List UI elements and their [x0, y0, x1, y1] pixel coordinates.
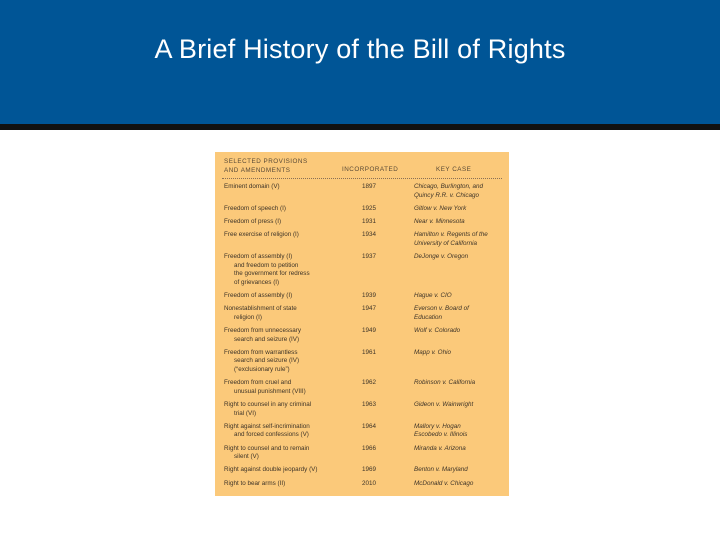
provision-text: Freedom of press (I) — [224, 218, 282, 225]
incorporated-year: 2010 — [362, 479, 377, 487]
incorporated-year: 1964 — [362, 422, 377, 430]
key-case-text: Escobedo v. Illinois — [414, 431, 468, 439]
provision-cell — [224, 292, 334, 301]
key-case-text: Chicago, Burlington, and — [414, 183, 483, 190]
provision-text: Right to bear arms (II) — [224, 479, 286, 487]
key-case-text: Near v. Minnesota — [414, 218, 465, 225]
provision-text: Freedom from warrantless — [224, 348, 298, 356]
provision-text: Right against double jeopardy (V) — [224, 466, 318, 474]
bill-of-rights-table — [215, 152, 509, 496]
incorporated-year: 1961 — [362, 348, 377, 356]
provision-cell — [224, 327, 334, 344]
provision-text: Freedom of assembly (I) — [224, 253, 293, 260]
provision-text: and forced confessions (V) — [234, 431, 309, 439]
key-case-cell — [414, 305, 506, 322]
provision-text: Freedom of assembly (I) — [224, 292, 293, 299]
provision-cell — [224, 205, 334, 214]
key-case-text: Hague v. CIO — [414, 292, 452, 299]
header-provisions-line1: SELECTED PROVISIONS — [224, 158, 308, 165]
key-case-text: Mapp v. Ohio — [414, 348, 451, 356]
key-case-text: Gitlow v. New York — [414, 204, 467, 212]
key-case-cell — [414, 327, 506, 336]
provision-cell — [224, 466, 334, 475]
provision-cell — [224, 379, 334, 396]
key-case-cell — [414, 480, 506, 489]
incorporated-year: 1962 — [362, 379, 377, 387]
table-header — [215, 152, 509, 179]
provision-text: unusual punishment (VIII) — [234, 387, 306, 395]
provision-cell — [224, 305, 334, 322]
provision-cell — [224, 445, 334, 462]
provision-text: Right to counsel in any criminal — [224, 401, 312, 408]
provision-text: (“exclusionary rule”) — [234, 365, 290, 373]
incorporated-year: 1925 — [362, 204, 377, 212]
key-case-text: Hamilton v. Regents of the — [414, 231, 488, 239]
provision-text: religion (I) — [234, 313, 262, 321]
key-case-cell — [414, 466, 506, 475]
slide-title: A Brief History of the Bill of Rights — [154, 34, 566, 64]
key-case-cell — [414, 253, 506, 262]
header-dotted-rule — [222, 178, 502, 179]
key-case-cell — [414, 423, 506, 440]
key-case-text: Education — [414, 313, 443, 321]
key-case-text: Gideon v. Wainwright — [414, 401, 474, 408]
provision-text: the government for redress — [234, 270, 310, 278]
provision-cell — [224, 183, 334, 192]
provision-text: Freedom from cruel and — [224, 379, 292, 387]
key-case-cell — [414, 379, 506, 388]
header-provisions — [224, 158, 334, 175]
provision-cell — [224, 401, 334, 418]
key-case-text: Mallory v. Hogan — [414, 422, 461, 430]
key-case-text: McDonald v. Chicago — [414, 479, 474, 487]
key-case-text: Quincy R.R. v. Chicago — [414, 191, 479, 199]
provision-text: Right to counsel and to remain — [224, 444, 310, 452]
key-case-text: Wolf v. Colorado — [414, 327, 461, 334]
provision-text: Freedom from unnecessary — [224, 327, 301, 334]
incorporated-year: 1897 — [362, 183, 377, 190]
key-case-cell — [414, 445, 506, 454]
key-case-text: University of California — [414, 239, 477, 247]
key-case-text: Benton v. Maryland — [414, 466, 468, 474]
incorporated-year: 1969 — [362, 466, 377, 474]
provision-cell — [224, 253, 334, 287]
header-incorporated: INCORPORATED — [342, 166, 399, 173]
incorporated-year: 1934 — [362, 231, 377, 239]
key-case-cell — [414, 231, 506, 248]
incorporated-year: 1939 — [362, 292, 377, 299]
header-provisions-line2: AND AMENDMENTS — [224, 166, 291, 174]
title-bar — [0, 0, 720, 124]
incorporated-year: 1937 — [362, 253, 377, 260]
provision-cell — [224, 218, 334, 227]
provision-cell — [224, 231, 334, 240]
key-case-text: Everson v. Board of — [414, 305, 469, 313]
provision-text: Nonestablishment of state — [224, 305, 297, 313]
incorporated-year: 1963 — [362, 401, 377, 408]
incorporated-year: 1931 — [362, 218, 377, 225]
provision-text: Freedom of speech (I) — [224, 204, 286, 212]
provision-cell — [224, 349, 334, 375]
provision-text: Free exercise of religion (I) — [224, 231, 299, 239]
incorporated-year: 1949 — [362, 327, 377, 334]
key-case-cell — [414, 205, 506, 214]
provision-text: Right against self-incrimination — [224, 422, 310, 430]
provision-text: silent (V) — [234, 453, 259, 461]
header-key-case: KEY CASE — [436, 166, 472, 173]
provision-text: and freedom to petition — [234, 261, 299, 269]
incorporated-year: 1947 — [362, 305, 377, 313]
key-case-text: DeJonge v. Oregon — [414, 253, 469, 260]
header-divider — [0, 124, 720, 130]
provision-text: trial (VI) — [234, 409, 257, 417]
key-case-cell — [414, 292, 506, 301]
key-case-text: Robinson v. California — [414, 379, 476, 387]
incorporated-year: 1966 — [362, 444, 377, 452]
provision-text: search and seizure (IV) — [234, 335, 300, 343]
provision-text: of grievances (I) — [234, 278, 280, 286]
key-case-cell — [414, 401, 506, 410]
key-case-cell — [414, 349, 506, 358]
provision-cell — [224, 480, 334, 489]
key-case-cell — [414, 218, 506, 227]
provision-text: Eminent domain (V) — [224, 183, 280, 190]
provision-text: search and seizure (IV) — [234, 357, 300, 365]
key-case-cell — [414, 183, 506, 200]
provision-cell — [224, 423, 334, 440]
key-case-text: Miranda v. Arizona — [414, 444, 466, 452]
